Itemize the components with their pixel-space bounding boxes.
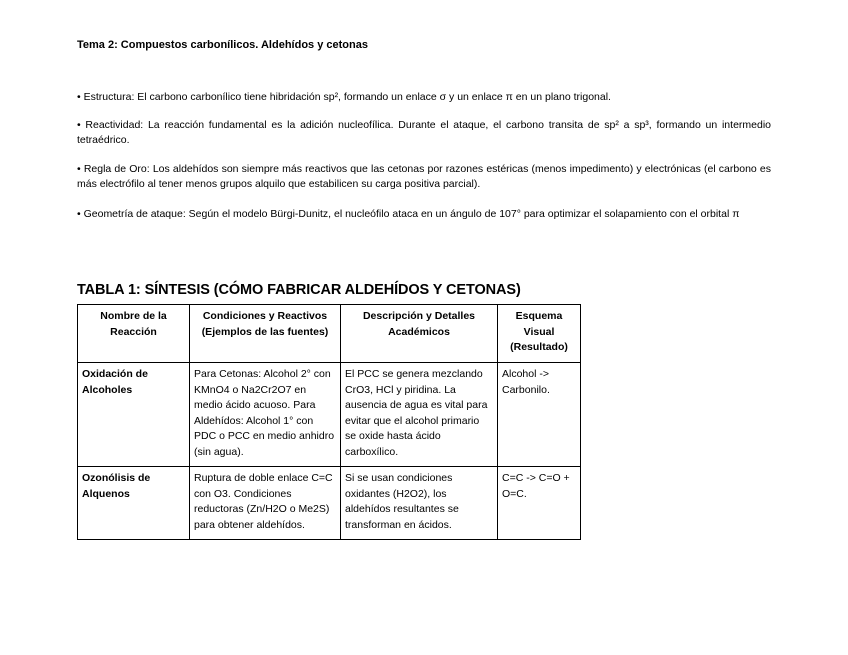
table-title: TABLA 1: SÍNTESIS (CÓMO FABRICAR ALDEHÍDOS Y CETONAS) xyxy=(77,282,521,298)
cell-reaction-name: Ozonólisis de Alquenos xyxy=(78,467,190,540)
cell-description: Si se usan condiciones oxidantes (H2O2), los aldehídos resultantes se transforman en ácidos. xyxy=(341,467,498,540)
cell-visual-scheme: Alcohol -> Carbonilo. xyxy=(498,363,581,467)
bullet-regla-de-oro: • Regla de Oro: Los aldehídos son siempre más reactivos que las cetonas por razones estéricas (menos impedimento) y electrónicas (el carbono es más electrófilo al tener menos grupos alquilo que estabilicen su carga positiva parcial). xyxy=(77,163,771,190)
header-description: Descripción y Detalles Académicos xyxy=(341,305,498,363)
bullet-estructura: • Estructura: El carbono carbonílico tiene hibridación sp², formando un enlace σ y un enlace π en un plano trigonal. xyxy=(77,91,611,103)
cell-visual-scheme: C=C -> C=O + O=C. xyxy=(498,467,581,540)
cell-conditions: Ruptura de doble enlace C=C con O3. Condiciones reductoras (Zn/H2O o Me2S) para obtener aldehídos. xyxy=(190,467,341,540)
table-header-row xyxy=(78,305,581,363)
table-row xyxy=(78,467,581,540)
header-visual-scheme: Esquema Visual (Resultado) xyxy=(498,305,581,363)
cell-conditions: Para Cetonas: Alcohol 2° con KMnO4 o Na2Cr2O7 en medio ácido acuoso. Para Aldehídos: Alcohol 1° con PDC o PCC en medio anhidro (sin agua). xyxy=(190,363,341,467)
header-conditions: Condiciones y Reactivos (Ejemplos de las fuentes) xyxy=(190,305,341,363)
document-title: Tema 2: Compuestos carbonílicos. Aldehídos y cetonas xyxy=(77,39,368,51)
table-row xyxy=(78,363,581,467)
header-reaction-name: Nombre de la Reacción xyxy=(78,305,190,363)
bullet-reactividad: • Reactividad: La reacción fundamental es la adición nucleofílica. Durante el ataque, el carbono transita de sp² a sp³, formando un intermedio tetraédrico. xyxy=(77,119,771,146)
cell-description: El PCC se genera mezclando CrO3, HCl y piridina. La ausencia de agua es vital para evitar que el alcohol primario se oxide hasta ácido carboxílico. xyxy=(341,363,498,467)
synthesis-table xyxy=(77,304,581,540)
bullet-geometria-ataque: • Geometría de ataque: Según el modelo Bürgi-Dunitz, el nucleófilo ataca en un ángulo de 107° para optimizar el solapamiento con el orbital π xyxy=(77,208,740,220)
cell-reaction-name: Oxidación de Alcoholes xyxy=(78,363,190,467)
